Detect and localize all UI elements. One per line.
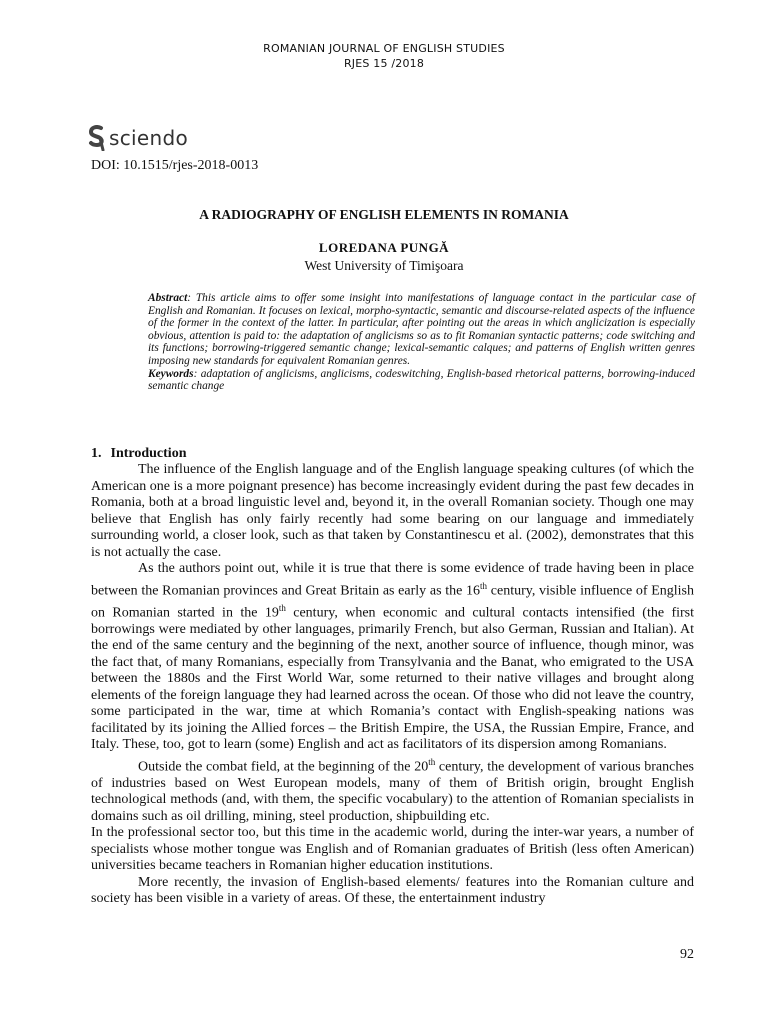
doi: DOI: 10.1515/rjes-2018-0013 <box>91 158 259 173</box>
abstract <box>148 292 695 393</box>
body-text <box>91 462 694 908</box>
section-title: Introduction <box>110 446 187 461</box>
paragraph: In the professional sector too, but this time in the academic world, during the inter-war years, a number of specialists whose mother tongue was English and of Romanian graduates of British (less often American) universities became teachers in Romanian higher education institutions. <box>91 825 694 874</box>
keywords-text: : adaptation of anglicisms, anglicisms, codeswitching, English-based rhetorical patterns, borrowing-induced semantic change <box>148 367 695 393</box>
paragraph: As the authors point out, while it is true that there is some evidence of trade having been in place between the Romanian provinces and Great Britain as early as the 16th century, visible influence of English on Romanian started in the 19th century, when economic and cultural contacts intensified (the first borrowings were mediated by other languages, primarily French, but also German, Russian and Italian). At the end of the same century and the beginning of the next, another source of influence, though minor, was the fact that, of many Romanians, especially from Transylvania and the Banat, who emigrated to the USA between the 1880s and the First World War, some returned to their native villages and brought along elements of the foreign language they had learned across the ocean. Of those who did not leave the country, some participated in the war, time at which Romania’s contact with English-speaking nations was facilitated by its joining the Allied forces – the British Empire, the USA, the Russian Empire, France, and Italy. These, too, got to learn (some) English and act as facilitators of its dispersion among Romanians. <box>91 561 694 753</box>
section-number: 1. <box>91 446 102 461</box>
sciendo-logo <box>88 124 188 152</box>
issue-header: RJES 15 /2018 <box>343 57 425 70</box>
abstract-label: Abstract <box>148 292 188 304</box>
author-affiliation: West University of Timişoara <box>304 258 464 273</box>
page-number: 92 <box>680 947 694 962</box>
section-heading <box>91 446 186 462</box>
sciendo-s-logo-icon <box>88 125 106 151</box>
author-name: LOREDANA PUNGĂ <box>318 240 450 255</box>
logo-text: sciendo <box>109 126 188 150</box>
paragraph: Outside the combat field, at the beginning of the 20th century, the development of various branches of industries based on West European models, many of them of British origin, brought English technological methods (and, with them, the specific vocabulary) to the attention of Romanian specialists in domains such as oil drilling, mining, steel production, shipbuilding etc. <box>91 756 694 824</box>
article-title: A RADIOGRAPHY OF ENGLISH ELEMENTS IN ROMANIA <box>199 207 569 222</box>
paragraph: More recently, the invasion of English-based elements/ features into the Romanian culture and society has been visible in a variety of areas. Of these, the entertainment industry <box>91 874 694 907</box>
abstract-text: : This article aims to offer some insight into manifestations of language contact in the particular case of English and Romanian. It focuses on lexical, morpho-syntactic, semantic and discourse-related aspects of the influence of the former in the context of the latter. In particular, after pointing out the areas in which anglicization is especially obvious, attention is paid to: the adaptation of anglicisms so as to fit Romanian syntactic patterns; code switching and its functions; borrowing-triggered semantic change; lexical-semantic calques; and patterns of English written genres imposing new standards for equivalent Romanian genres. <box>148 292 695 367</box>
keywords-paragraph <box>148 368 695 393</box>
paragraph: The influence of the English language and of the English language speaking cultures (of which the American one is a more poignant presence) has become increasingly evident during the past few decades in Romania, both at a broad linguistic level and, beyond it, in the overall Romanian society. Though one may believe that English has only fairly recently had some bearing on our language and immediately surrounding world, a closer look, such as that taken by Constantinescu et al. (2002), demonstrates that this is not actually the case. <box>91 462 694 560</box>
keywords-label: Keywords <box>148 367 194 380</box>
journal-header: ROMANIAN JOURNAL OF ENGLISH STUDIES <box>263 42 505 55</box>
abstract-paragraph <box>148 292 695 368</box>
